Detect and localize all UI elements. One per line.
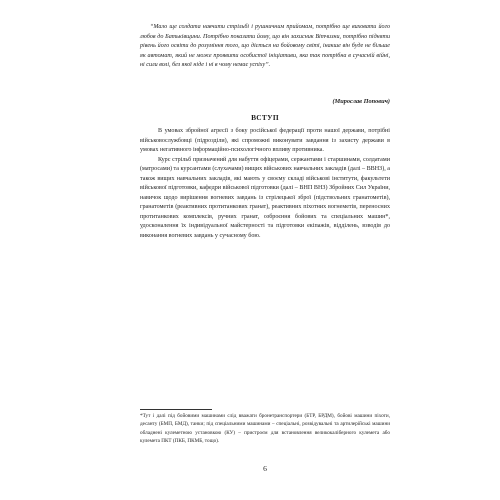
footnote-separator <box>140 409 212 410</box>
epigraph <box>140 23 390 71</box>
page-number: 6 <box>263 464 267 473</box>
paragraph-1: В умовах збройної агресії з боку російської федерації проти нашої держави, потрібні військовослужбовці (підрозділи), які спроможні виконувати завдання із захисту держави в умовах негативного інформаційно-психологічного впливу противника. <box>140 128 390 153</box>
epigraph-author: (Мирослав Попович) <box>332 98 390 105</box>
section-heading: ВСТУП <box>251 113 279 122</box>
footnote-text: *Тут і далі під бойовими машинами слід вважати бронетранспортери (БТР, БРДМ), бойові машини піхоти, десанту (БМП, БМД), танки; під спеціальними машинами – спеціальні, розвідувальні та артилерійські машини обладнені кулеметною установкою (КУ) – пристроєм для встановлення великокаліберного кулемета або кулемета ПКТ (ПКБ, ПКМБ, тощо). <box>140 413 390 444</box>
epigraph-text: “Мало ще солдата навчити стрільбі і рушничним прийомам, потрібно ще виховати його любов до Батьківщини. Потрібно показати йому, що він захисник Вітчизни, потрібно підняти рівень його освіти до розуміння того, що діється на бойовому світі, інакше він буде не більше як автомат, який не може проявити особистої ініціативи, яка так потрібна в сучасній війні, ні сили волі, без якої ніде і ні в чому немає успіху”. <box>140 24 390 69</box>
body-text <box>140 127 390 241</box>
paragraph-2: Курс стрільб призначений для набуття офіцерами, сержантами і старшинами, солдатами (матросами) та курсантами (слухачами) вищих військових навчальних закладів (далі – ВВНЗ), а також вищих навчальних закладів, які мають у своєму складі військові інститути, факультети військової підготовки, кафедри військової підготовки (далі – ВНП ВНЗ) Збройних Сил України, навичок щодо вирішення вогневих завдань із стрілецької зброї (підствольних гранатометів), гранатометів (реактивних протитанкових гранат), реактивних піхотних вогнеметів, переносних протитанкових комплексів, ручних гранат, озброєння бойових та спеціальних машин*, удосконалення їх індивідуальної майстерності та підготовки екіпажів, відділень, взводів до виконання вогневих завдань у сучасному бою. <box>140 156 390 239</box>
footnote <box>140 412 390 445</box>
